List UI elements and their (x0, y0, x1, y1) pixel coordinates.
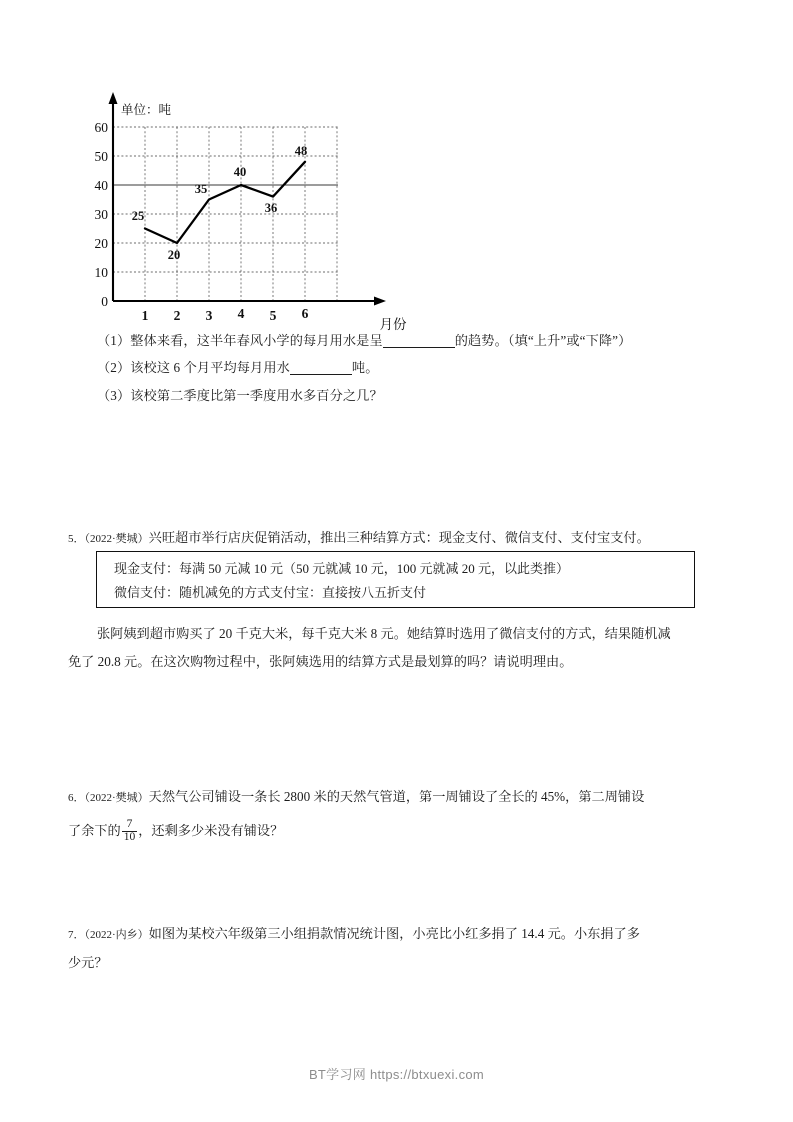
q4-part2-post: 吨。 (351, 360, 379, 375)
q5-stem-text: 兴旺超市举行店庆促销活动，推出三种结算方式：现金支付、微信支付、支付宝支付。 (148, 530, 650, 545)
q6-source: （2022·樊城） (84, 792, 149, 804)
chart-y-tick-labels (95, 120, 109, 309)
footer-watermark: BT学习网 https://btxuexi.com (308, 1067, 485, 1082)
water-usage-line-chart (88, 86, 418, 332)
q5-number: 5． (68, 533, 85, 545)
q4-part2-pre: （2）该校这 6 个月平均每月用水 (97, 360, 290, 375)
x-tick-1: 1 (141, 308, 149, 323)
chart-xlabel: 月份 (379, 317, 407, 332)
q6-text-2-post: ，还剩多少米没有铺设？ (138, 823, 284, 838)
q6-line-1 (68, 784, 644, 811)
y-tick-0: 0 (101, 294, 108, 309)
q5-body-line-1: 张阿姨到超市购买了 20 千克大米，每千克大米 8 元。她结算时选用了微信支付的方式，结果随机减 (97, 626, 671, 641)
x-tick-3: 3 (205, 308, 213, 323)
x-axis-arrow-icon (374, 297, 386, 306)
q4-part1-blank[interactable] (383, 332, 455, 348)
chart-point-labels (132, 144, 308, 262)
x-tick-5: 5 (269, 308, 277, 323)
q4-part1-pre: （1）整体来看，这半年春风小学的每月用水是呈 (97, 333, 383, 348)
q5-source: （2022·樊城） (84, 533, 149, 545)
q4-part1 (97, 331, 631, 351)
point-label-5: 36 (264, 201, 278, 215)
q6-fraction (122, 819, 138, 843)
q5-payment-options-box (96, 551, 695, 608)
q4-part2 (97, 358, 379, 378)
y-tick-10: 10 (94, 265, 108, 280)
q7-number: 7． (68, 929, 85, 941)
q7-source: （2022·内乡） (84, 929, 149, 941)
x-tick-4: 4 (237, 306, 245, 321)
q6-text-2-pre: 了余下的 (68, 823, 121, 838)
chart-unit-label: 单位：吨 (121, 103, 172, 117)
q7-line-2: 少元？ (68, 955, 108, 970)
point-label-1: 25 (131, 209, 145, 223)
point-label-2: 20 (167, 248, 181, 262)
y-tick-60: 60 (94, 120, 108, 135)
q4-part1-post: 的趋势。（填“上升”或“下降”） (454, 333, 632, 348)
q6-line-2 (68, 818, 283, 844)
chart-data-line (145, 162, 305, 243)
q5-stem (68, 525, 650, 552)
point-label-4: 40 (233, 165, 247, 179)
q4-part2-blank[interactable] (290, 359, 352, 375)
q5-box-line-cash: 现金支付：每满 50 元减 10 元（50 元就减 10 元，100 元就减 20 元，以此类推） (114, 561, 570, 576)
x-tick-6: 6 (301, 306, 309, 321)
y-tick-50: 50 (94, 149, 108, 164)
y-tick-30: 30 (94, 207, 108, 222)
q5-box-line-wechat: 微信支付：随机减免的方式支付宝：直接按八五折支付 (114, 585, 427, 600)
chart-svg (88, 86, 418, 332)
q6-text-1: 天然气公司铺设一条长 2800 米的天然气管道，第一周铺设了全长的 45%，第二周铺设 (148, 789, 645, 804)
point-label-6: 48 (294, 144, 308, 158)
y-axis-arrow-icon (109, 92, 118, 104)
q6-fraction-denominator: 10 (123, 830, 136, 843)
y-tick-20: 20 (94, 236, 108, 251)
q6-fraction-numerator: 7 (126, 818, 133, 831)
q4-part3: （3）该校第二季度比第一季度用水多百分之几？ (97, 388, 383, 403)
chart-x-tick-labels (142, 306, 309, 323)
point-label-3: 35 (194, 182, 208, 196)
q7-text-1: 如图为某校六年级第三小组捐款情况统计图，小亮比小红多捐了 14.4 元。小东捐了多 (148, 926, 640, 941)
x-tick-2: 2 (173, 308, 181, 323)
y-tick-40: 40 (94, 178, 108, 193)
q7-line-1 (68, 921, 640, 948)
q5-body-line-2: 免了 20.8 元。在这次购物过程中，张阿姨选用的结算方式是最划算的吗？请说明理由。 (68, 654, 573, 669)
q6-number: 6． (68, 792, 85, 804)
